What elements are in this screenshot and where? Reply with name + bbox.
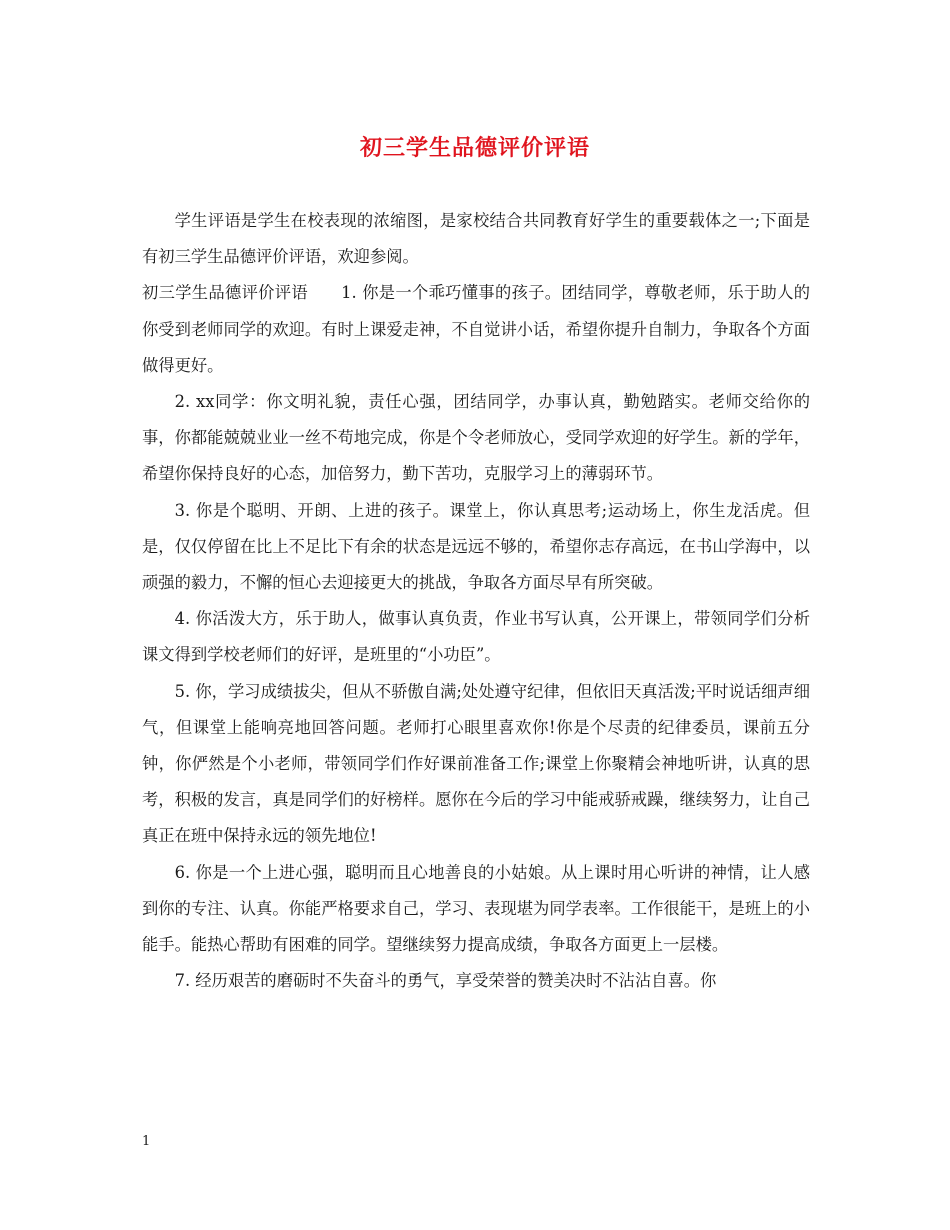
- heading-and-item-1: 初三学生品德评价评语 1. 你是一个乖巧懂事的孩子。团结同学，尊敬老师，乐于助人的你受到老师同学的欢迎。有时上课爱走神，不自觉讲小话，希望你提升自制力，争取各个方面做得更好。: [142, 283, 810, 375]
- item-6-paragraph: 6. 你是一个上进心强，聪明而且心地善良的小姑娘。从上课时用心听讲的神情，让人感到你的专注、认真。你能严格要求自己，学习、表现堪为同学表率。工作很能干，是班上的小能手。能热心帮助有困难的同学。望继续努力提高成绩，争取各方面更上一层楼。: [142, 862, 810, 955]
- item-3-paragraph: 3. 你是个聪明、开朗、上进的孩子。课堂上，你认真思考;运动场上，你生龙活虎。但是，仅仅停留在比上不足比下有余的状态是远远不够的，希望你志存高远，在书山学海中，以顽强的毅力，不懈的恒心去迎接更大的挑战，争取各方面尽早有所突破。: [142, 500, 810, 593]
- document-title: 初三学生品德评价评语: [359, 135, 590, 161]
- document-body: [142, 203, 810, 999]
- item-4-paragraph: 4. 你活泼大方，乐于助人，做事认真负责，作业书写认真，公开课上，带领同学们分析课文得到学校老师们的好评，是班里的“小功臣”。: [142, 609, 810, 665]
- item-2-paragraph: 2. xx同学：你文明礼貌，责任心强，团结同学，办事认真，勤勉踏实。老师交给你的事，你都能兢兢业业一丝不苟地完成，你是个令老师放心，受同学欢迎的好学生。新的学年，希望你保持良好的心态，加倍努力，勤下苦功，克服学习上的薄弱环节。: [142, 392, 810, 484]
- page-number: 1: [142, 1134, 151, 1149]
- item-5-paragraph: 5. 你，学习成绩拔尖，但从不骄傲自满;处处遵守纪律，但依旧天真活泼;平时说话细声细气，但课堂上能响亮地回答问题。老师打心眼里喜欢你!你是个尽责的纪律委员，课前五分钟，你俨然是个小老师，带领同学们作好课前准备工作;课堂上你聚精会神地听讲，认真的思考，积极的发言，真是同学们的好榜样。愿你在今后的学习中能戒骄戒躁，继续努力，让自己真正在班中保持永远的领先地位!: [142, 681, 810, 846]
- intro-paragraph: 学生评语是学生在校表现的浓缩图，是家校结合共同教育好学生的重要载体之一;下面是有初三学生品德评价评语，欢迎参阅。: [142, 211, 810, 267]
- item-7-paragraph: 7. 经历艰苦的磨砺时不失奋斗的勇气，享受荣誉的赞美决时不沾沾自喜。你: [174, 971, 717, 991]
